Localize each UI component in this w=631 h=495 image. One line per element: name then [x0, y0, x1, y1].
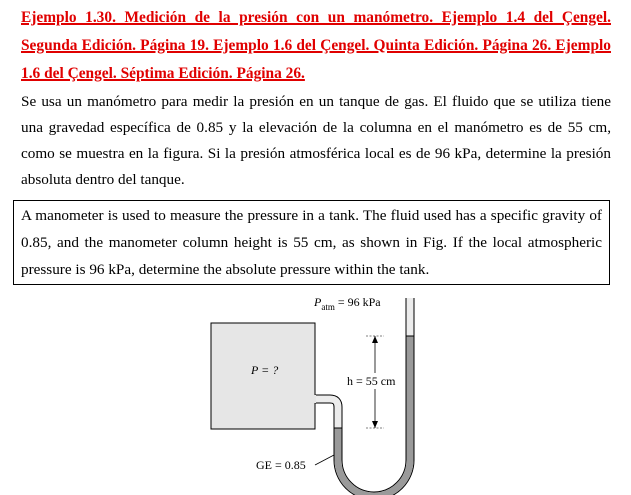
- tank-pressure-label: P = ?: [251, 363, 279, 377]
- specific-gravity-pointer: [315, 455, 334, 465]
- problem-statement-english: A manometer is used to measure the pressure in a tank. The fluid used has a specific gravity of 0.85, and the manometer column height is 55 cm, as shown in Fig. If the local atmospheric pressure is 96 kPa, determine the absolute pressure within the tank.: [21, 207, 602, 278]
- manometer-fluid: [338, 336, 410, 495]
- problem-statement-spanish: Se usa un manómetro para medir la presión en un tanque de gas. El fluido que se utiliza tiene una gravedad específica de 0.85 y la elevación de la columna en el manómetro es de 55 cm, como se muestra en la figura. Si la presión atmosférica local es de 96 kPa, determine la presión absoluta dentro del tanque.: [21, 93, 611, 188]
- example-title: Ejemplo 1.30. Medición de la presión con un manómetro. Ejemplo 1.4 del Çengel. Segunda Edición. Página 19. Ejemplo 1.6 del Çengel. Quinta Edición. Página 26. Ejemplo 1.6 del Çengel. Séptima Edición. Página 26.: [21, 9, 611, 82]
- height-label: h = 55 cm: [347, 374, 396, 388]
- patm-label: $P_{atm} = 96$ kPa: [314, 295, 381, 312]
- specific-gravity-label: GE = 0.85: [256, 458, 306, 472]
